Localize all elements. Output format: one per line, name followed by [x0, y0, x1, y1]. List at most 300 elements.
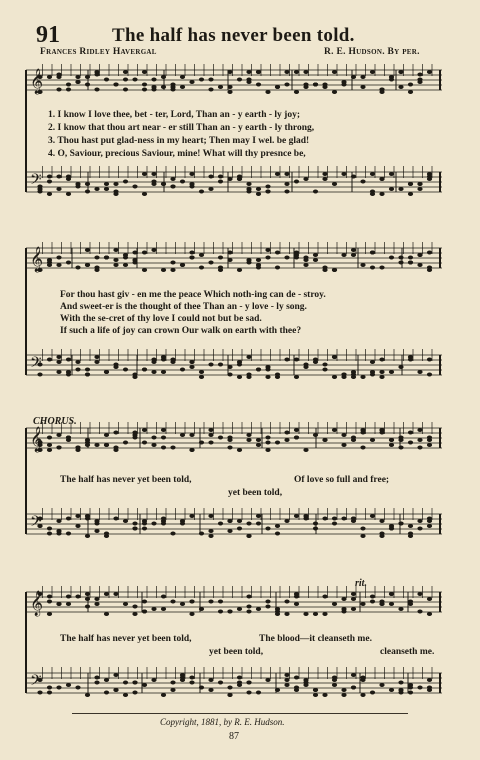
system-1-bass-note — [66, 175, 71, 179]
system-3-treble-note — [360, 431, 365, 435]
author-credit: Frances Ridley Havergal — [40, 47, 157, 57]
system-3-treble-note — [113, 446, 118, 450]
system-3-bass-note — [199, 532, 204, 536]
system-4-treble-note — [265, 605, 270, 609]
system-3-bass-note — [161, 517, 166, 521]
system-1-bass-note — [189, 172, 194, 176]
system-3-bass-note — [113, 517, 118, 521]
system-2-treble-note — [379, 266, 384, 270]
system-4-bass-note — [104, 678, 109, 682]
system-2-treble-note — [208, 261, 213, 265]
verse-2-line-1: 2. I know that thou art near - er still Than an - y earth - ly throng, — [48, 123, 315, 133]
system-2-treble-note — [313, 258, 318, 262]
system-3-bass-note — [66, 532, 71, 536]
system-4-treble-note — [170, 600, 175, 604]
system-2-treble-note — [341, 253, 346, 257]
system-2-treble-note — [113, 263, 118, 267]
system-4-treble-note — [294, 602, 299, 606]
system-4-bass-note — [75, 686, 80, 690]
system-3-treble-note — [341, 443, 346, 447]
system-2-bass-note — [341, 373, 346, 377]
system-4-treble-note — [189, 612, 194, 616]
footer-rule — [72, 713, 408, 714]
system-4-bass-note — [218, 681, 223, 685]
system-4-treble-note — [341, 597, 346, 601]
system-3-bass-note — [151, 522, 156, 526]
system-3-bass-note — [104, 534, 109, 538]
system-2-treble-note — [303, 256, 308, 260]
system-2-treble-note — [398, 256, 403, 260]
system-2-bass-note — [370, 360, 375, 364]
chorus-line-2: The half has never yet been told, — [60, 634, 192, 644]
system-1-treble-note — [427, 70, 432, 74]
system-4-bass-note — [113, 673, 118, 677]
system-2-bass-note — [360, 375, 365, 379]
system-1-bass-note — [417, 187, 422, 191]
system-2-bass-note — [227, 373, 232, 377]
chorus-line-1-response: yet been told, — [228, 488, 283, 498]
system-1-treble-note — [123, 70, 128, 74]
system-4-treble-note — [142, 610, 147, 614]
system-1-bass-note — [351, 175, 356, 179]
system-4-bass-note — [161, 693, 166, 697]
system-4-bass-note — [351, 673, 356, 677]
system-3-treble-note — [47, 436, 52, 440]
system-3-bass-note — [75, 514, 80, 518]
system-1-treble-note — [256, 83, 261, 87]
system-2-treble-note — [142, 251, 147, 255]
system-2-bass-note — [246, 375, 251, 379]
system-1-treble-note — [189, 80, 194, 84]
system-3-bass-note — [303, 514, 308, 518]
system-2-bass-note — [94, 360, 99, 364]
system-3-bass-note — [256, 522, 261, 526]
system-4-bass-note — [227, 693, 232, 697]
chorus-line-2b: The blood—it cleanseth me. — [259, 634, 372, 644]
system-4-bass-note — [341, 693, 346, 697]
system-4-treble-note — [142, 600, 147, 604]
system-1-bass-note — [341, 172, 346, 176]
system-1-bass-note — [246, 190, 251, 194]
system-4-treble-note — [161, 607, 166, 611]
system-4-treble-clef-icon: 𝄞 — [30, 591, 44, 616]
system-2-bass-note — [398, 365, 403, 369]
system-2-bass-note — [284, 358, 289, 362]
system-3-treble-note — [408, 431, 413, 435]
system-3-bass-note — [56, 519, 61, 523]
system-2-treble-note — [427, 268, 432, 272]
system-2-treble-note — [56, 263, 61, 267]
system-1-treble-note — [322, 83, 327, 87]
system-2-treble-note — [104, 256, 109, 260]
system-2-bass-note — [227, 365, 232, 369]
system-3-treble-note — [104, 433, 109, 437]
system-2-treble-note — [66, 261, 71, 265]
system-2-bass-note — [322, 363, 327, 367]
system-3-treble-note — [94, 443, 99, 447]
hymn-title: The half has never been told. — [112, 25, 355, 46]
system-1-treble-clef-icon: 𝄞 — [30, 69, 44, 94]
system-4-treble-note — [85, 605, 90, 609]
system-2-treble-note — [265, 248, 270, 252]
system-1-bass-note — [265, 185, 270, 189]
system-4-treble-note — [389, 602, 394, 606]
hymn-number: 91 — [36, 22, 60, 48]
system-3-treble-note — [427, 436, 432, 440]
system-1-treble-note — [370, 70, 375, 74]
system-4-bass-note — [180, 678, 185, 682]
system-2-bass-note — [94, 355, 99, 359]
system-4-bass-note — [332, 678, 337, 682]
system-4-treble-note — [351, 592, 356, 596]
system-1-bass-note — [408, 182, 413, 186]
system-1-treble-note — [227, 90, 232, 94]
system-3-bass-note — [379, 519, 384, 523]
system-1-treble-note — [123, 88, 128, 92]
system-3-treble-note — [294, 428, 299, 432]
system-4-treble-note — [379, 600, 384, 604]
system-3-bass-note — [208, 514, 213, 518]
system-1-treble-note — [56, 88, 61, 92]
system-4-bass-note — [294, 676, 299, 680]
system-4-treble-note — [370, 600, 375, 604]
system-4-treble-note — [417, 610, 422, 614]
system-4-bass-note — [265, 678, 270, 682]
system-1-treble-note — [142, 70, 147, 74]
system-3-treble-note — [341, 433, 346, 437]
verse-4-line-1: 4. O, Saviour, precious Saviour, mine! What will thy presnce be, — [48, 149, 306, 159]
system-1-bass-clef-icon: 𝄢 — [30, 171, 42, 192]
system-2-bass-note — [56, 370, 61, 374]
system-2-treble-note — [237, 268, 242, 272]
system-3-treble-note — [398, 436, 403, 440]
system-4-bass-note — [398, 681, 403, 685]
system-4-bass-note — [47, 691, 52, 695]
system-3-bass-note — [47, 532, 52, 536]
system-1-treble-note — [56, 75, 61, 79]
system-1-bass-note — [322, 172, 327, 176]
system-4-bass-note — [94, 681, 99, 685]
system-2-bass-note — [123, 368, 128, 372]
system-1-treble-note — [123, 78, 128, 82]
system-1-treble-note — [408, 83, 413, 87]
system-2-treble-note — [294, 251, 299, 255]
system-3-bass-note — [94, 529, 99, 533]
system-2-treble-note — [408, 256, 413, 260]
system-3-treble-note — [408, 441, 413, 445]
system-4-treble-note — [256, 607, 261, 611]
system-4-treble-note — [294, 595, 299, 599]
system-3-treble-note — [398, 446, 403, 450]
system-2-treble-note — [370, 266, 375, 270]
system-1-bass-note — [132, 185, 137, 189]
system-2-bass-note — [161, 358, 166, 362]
system-2-treble-note — [398, 261, 403, 265]
system-1-treble-note — [256, 70, 261, 74]
system-4-treble-note — [303, 612, 308, 616]
system-3-treble-note — [284, 438, 289, 442]
system-1-bass-note — [398, 187, 403, 191]
system-2-bass-note — [351, 375, 356, 379]
system-3-bass-note — [398, 522, 403, 526]
system-3-bass-note — [246, 522, 251, 526]
system-2-bass-note — [237, 363, 242, 367]
system-4-treble-note — [351, 597, 356, 601]
system-4-treble-note — [408, 602, 413, 606]
system-2-bass-note — [132, 375, 137, 379]
system-1-treble-note — [265, 90, 270, 94]
system-4-treble-note — [313, 612, 318, 616]
system-4-treble-note — [218, 600, 223, 604]
system-1-bass-note — [322, 177, 327, 181]
system-1-bass-note — [85, 190, 90, 194]
system-2-treble-note — [322, 268, 327, 272]
system-3-bass-note — [341, 517, 346, 521]
system-3-bass-note — [142, 519, 147, 523]
system-2-treble-note — [294, 256, 299, 260]
system-1-bass-note — [256, 192, 261, 196]
system-4-treble-note — [47, 612, 52, 616]
system-4-bass-note — [379, 683, 384, 687]
system-3-treble-note — [227, 446, 232, 450]
system-3-treble-note — [208, 441, 213, 445]
system-4-treble-note — [132, 605, 137, 609]
system-3-treble-note — [151, 436, 156, 440]
system-1-treble-note — [180, 85, 185, 89]
system-1-bass-note — [94, 187, 99, 191]
system-3-treble-note — [161, 436, 166, 440]
system-1-bass-note — [218, 180, 223, 184]
system-4-treble-note — [341, 610, 346, 614]
system-2-treble-note — [189, 251, 194, 255]
system-2-treble-note — [123, 253, 128, 257]
system-2-treble-note — [417, 263, 422, 267]
system-3-treble-note — [85, 441, 90, 445]
system-2-bass-note — [332, 355, 337, 359]
system-1-bass-note — [208, 175, 213, 179]
system-4-bass-note — [189, 681, 194, 685]
system-3-treble-note — [113, 431, 118, 435]
verse-1-line-1: 1. I know I love thee, bet - ter, Lord, Than an - y earth - ly joy; — [48, 110, 301, 120]
system-1-treble-note — [75, 75, 80, 79]
system-4-bass-note — [66, 683, 71, 687]
system-3-treble-note — [180, 433, 185, 437]
system-4-bass-note — [294, 688, 299, 692]
system-2-bass-note — [56, 360, 61, 364]
system-4-treble-note — [47, 595, 52, 599]
composer-credit: R. E. Hudson. By per. — [324, 47, 420, 57]
system-3-bass-note — [85, 534, 90, 538]
system-2-treble-note — [189, 256, 194, 260]
system-2-bass-note — [104, 370, 109, 374]
system-2-bass-note — [208, 363, 213, 367]
system-3-bass-note — [379, 534, 384, 538]
system-2-bass-note — [218, 363, 223, 367]
system-3-treble-note — [56, 433, 61, 437]
system-2-bass-note — [189, 360, 194, 364]
system-4-treble-note — [66, 602, 71, 606]
system-1-treble-note — [151, 88, 156, 92]
system-2-bass-note — [75, 368, 80, 372]
system-3-bass-note — [132, 527, 137, 531]
system-2-bass-note — [199, 375, 204, 379]
system-2-bass-note — [379, 358, 384, 362]
system-1-bass-note — [256, 187, 261, 191]
system-1-bass-note — [218, 175, 223, 179]
system-4-bass-note — [151, 678, 156, 682]
system-1-bass-note — [161, 182, 166, 186]
system-1-bass-note — [294, 180, 299, 184]
system-3-treble-note — [246, 438, 251, 442]
verse-3-line-1: 3. Thou hast put glad-ness in my heart; Then may I wel. be glad! — [48, 136, 310, 146]
system-3-treble-note — [313, 433, 318, 437]
system-4-bass-note — [113, 688, 118, 692]
system-1-bass-note — [47, 175, 52, 179]
system-1-bass-note — [370, 172, 375, 176]
system-3-bass-note — [208, 529, 213, 533]
system-3-bass-note — [427, 524, 432, 528]
system-3-treble-note — [332, 428, 337, 432]
system-3-bass-note — [408, 524, 413, 528]
system-2-treble-note — [142, 268, 147, 272]
system-2-treble-clef-icon: 𝄞 — [30, 247, 44, 272]
system-4-bass-note — [408, 686, 413, 690]
system-4-bass-note — [284, 673, 289, 677]
system-3-bass-note — [408, 532, 413, 536]
system-1-treble-note — [341, 80, 346, 84]
system-3-treble-note — [104, 443, 109, 447]
system-3-treble-note — [256, 443, 261, 447]
system-2-bass-note — [379, 370, 384, 374]
system-3-bass-note — [237, 519, 242, 523]
system-2-bass-note — [265, 368, 270, 372]
system-1-treble-note — [294, 90, 299, 94]
system-4-bass-note — [123, 693, 128, 697]
system-4-treble-note — [104, 592, 109, 596]
system-1-treble-note — [104, 78, 109, 82]
system-4-treble-note — [113, 592, 118, 596]
system-4-bass-note — [360, 678, 365, 682]
system-3-treble-note — [47, 443, 52, 447]
system-1-treble-note — [170, 83, 175, 87]
system-3-bass-note — [56, 532, 61, 536]
system-1-treble-note — [47, 75, 52, 79]
tempo-mark: rit. — [355, 578, 367, 589]
system-3-treble-note — [303, 448, 308, 452]
system-2-treble-note — [56, 256, 61, 260]
system-4-treble-note — [94, 602, 99, 606]
verse-2-line-2: And sweet-er is the thought of thee Than an - y love - ly song. — [60, 302, 307, 312]
system-3-treble-note — [132, 433, 137, 437]
system-4-treble-note — [284, 600, 289, 604]
system-4-treble-note — [246, 605, 251, 609]
system-3-bass-note — [275, 532, 280, 536]
system-3-bass-note — [360, 527, 365, 531]
system-2-treble-note — [113, 248, 118, 252]
system-2-bass-note — [47, 358, 52, 362]
system-2-treble-note — [275, 251, 280, 255]
system-2-treble-note — [246, 261, 251, 265]
system-2-bass-note — [379, 375, 384, 379]
system-4-bass-note — [170, 681, 175, 685]
system-1-treble-note — [227, 70, 232, 74]
system-2-bass-note — [170, 360, 175, 364]
system-3-bass-note — [47, 527, 52, 531]
system-1-bass-note — [170, 177, 175, 181]
system-2-treble-note — [256, 263, 261, 267]
system-1-bass-note — [104, 187, 109, 191]
system-1-bass-note — [389, 172, 394, 176]
system-4-bass-note — [180, 673, 185, 677]
system-1-bass-note — [313, 190, 318, 194]
system-4-treble-note — [237, 607, 242, 611]
system-3-treble-note — [417, 446, 422, 450]
system-4-treble-note — [208, 600, 213, 604]
system-3-treble-note — [47, 448, 52, 452]
system-3-treble-clef-icon: 𝄞 — [30, 427, 44, 452]
system-3-treble-note — [351, 436, 356, 440]
system-1-treble-note — [313, 83, 318, 87]
system-4-bass-note — [47, 686, 52, 690]
system-4-treble-note — [265, 600, 270, 604]
system-1-bass-note — [408, 192, 413, 196]
system-3-treble-note — [265, 441, 270, 445]
system-2-bass-note — [85, 368, 90, 372]
system-1-treble-note — [379, 88, 384, 92]
system-1-treble-note — [246, 70, 251, 74]
system-1-bass-note — [379, 192, 384, 196]
system-1-treble-note — [284, 70, 289, 74]
system-2-bass-note — [161, 370, 166, 374]
system-4-bass-note — [199, 686, 204, 690]
system-3-treble-note — [417, 428, 422, 432]
system-2-treble-note — [332, 268, 337, 272]
system-3-treble-note — [142, 441, 147, 445]
system-4-treble-note — [75, 595, 80, 599]
system-1-bass-note — [208, 187, 213, 191]
system-4-treble-note — [199, 607, 204, 611]
system-2-treble-note — [275, 266, 280, 270]
system-3-bass-note — [246, 534, 251, 538]
system-4-bass-note — [322, 693, 327, 697]
system-4-bass-note — [427, 686, 432, 690]
system-3-treble-note — [151, 443, 156, 447]
system-4-treble-note — [218, 610, 223, 614]
system-1-bass-note — [66, 192, 71, 196]
system-1-bass-note — [360, 180, 365, 184]
system-3-bass-note — [427, 519, 432, 523]
system-1-treble-note — [161, 75, 166, 79]
system-1-bass-note — [379, 177, 384, 181]
system-1-bass-note — [303, 177, 308, 181]
system-3-bass-note — [313, 527, 318, 531]
system-2-bass-note — [189, 365, 194, 369]
system-1-treble-note — [294, 70, 299, 74]
system-2-treble-note — [351, 248, 356, 252]
system-1-treble-note — [303, 83, 308, 87]
system-2-treble-note — [218, 268, 223, 272]
system-3-bass-note — [132, 522, 137, 526]
system-4-treble-note — [370, 595, 375, 599]
system-1-bass-note — [246, 182, 251, 186]
system-1-bass-note — [370, 192, 375, 196]
system-1-bass-note — [142, 172, 147, 176]
system-4-bass-note — [303, 681, 308, 685]
system-3-bass-note — [189, 514, 194, 518]
system-2-bass-note — [199, 370, 204, 374]
system-3-bass-note — [313, 522, 318, 526]
system-3-treble-note — [189, 448, 194, 452]
